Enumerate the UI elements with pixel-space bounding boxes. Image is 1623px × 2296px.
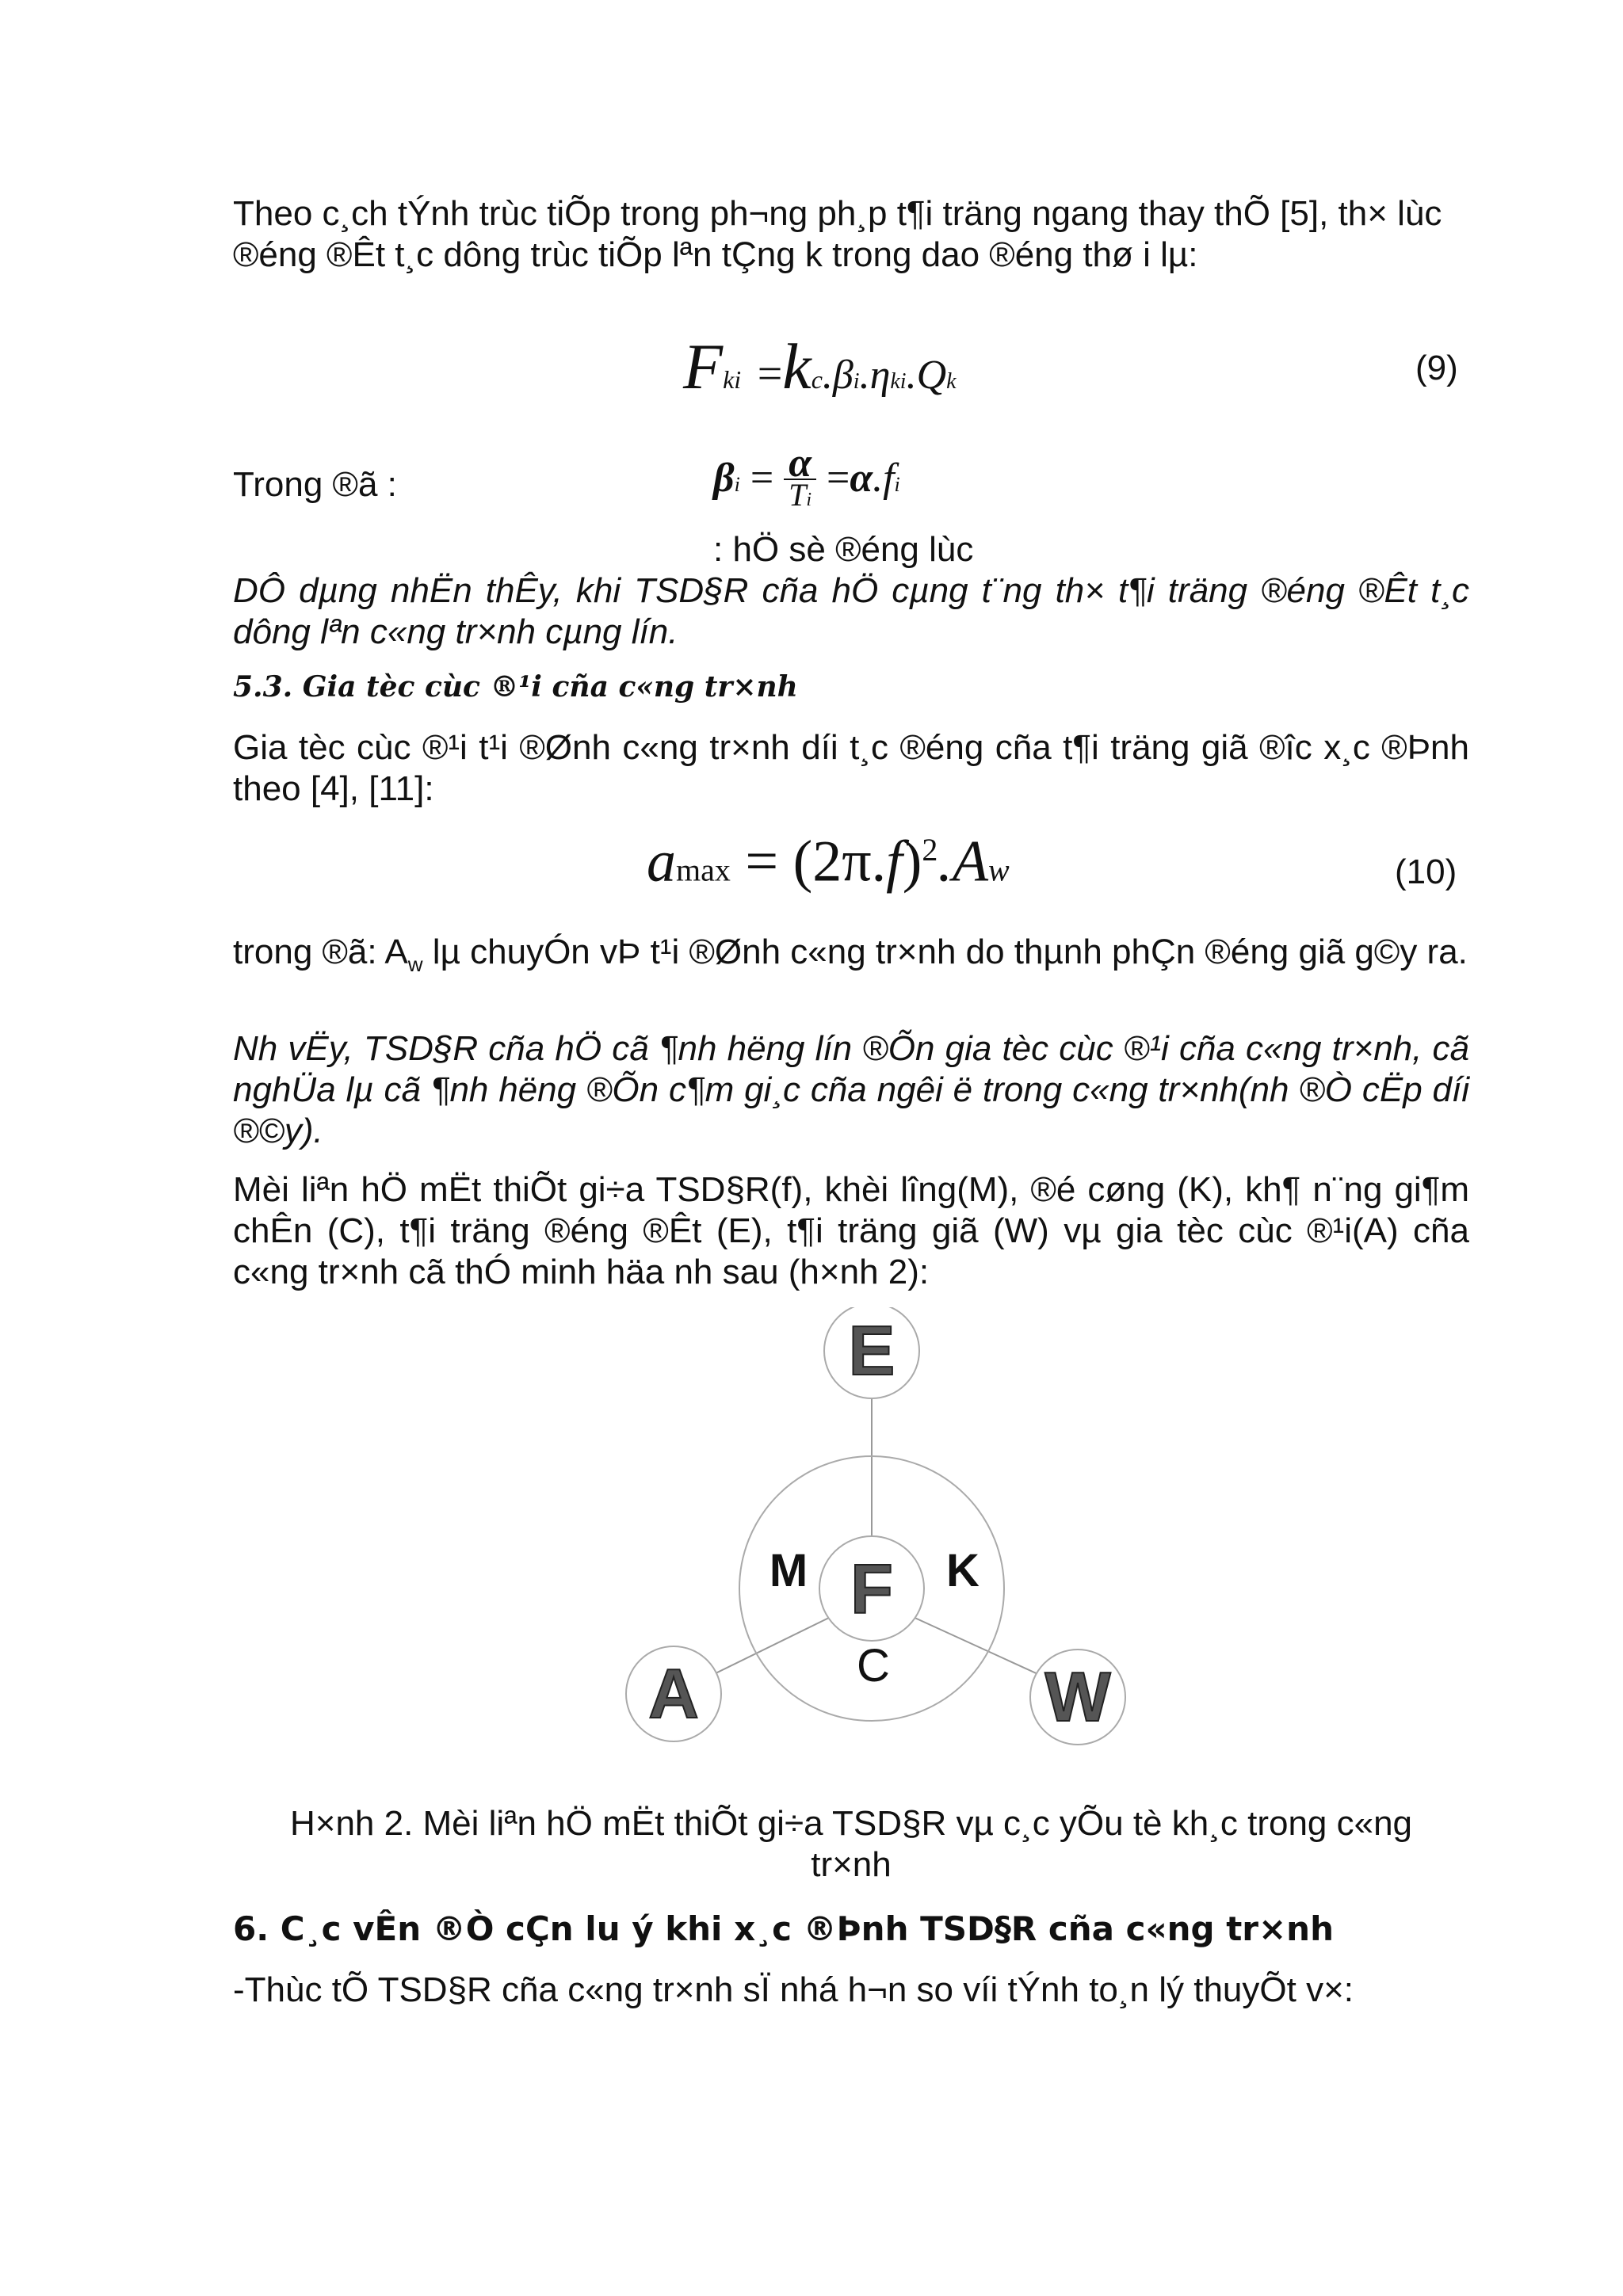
- node-F-label: F: [850, 1550, 893, 1628]
- equation-9-number: (9): [1415, 349, 1458, 387]
- note-2: Nh vËy, TSD§R cña hÖ cã ¶nh hëng lín ®Õn gia tèc cùc ®¹i cña c«ng tr×nh, cã nghÜa lµ cã ¶nh hëng ®Õn c¶m gi¸c cña ngêi ë trong c«ng tr×nh(nh ®Ò cËp díi ®©y).: [233, 1029, 1469, 1150]
- caption-line-1: H×nh 2. Mèi liªn hÖ mËt thiÕt gi÷a TSD§R vµ c¸c yÕu tè kh¸c trong c«ng: [289, 1804, 1413, 1843]
- label-M: M: [769, 1545, 808, 1596]
- section-6-line: -Thùc tÕ TSD§R cña c«ng tr×nh sÏ nhá h¬n so víi tÝnh to¸n lý thuyÕt v×:: [233, 1970, 1354, 2009]
- equation-10: $amax = (2\pi.f)^2.Aw$: [647, 829, 1010, 894]
- intro-line-2: ®éng ®Êt t¸c dông trùc tiÕp lªn tÇng k trong dao ®éng thø i lµ:: [233, 235, 1198, 274]
- node-E-label: E: [848, 1311, 896, 1390]
- equation-10-number: (10): [1395, 852, 1457, 891]
- section-5-3-title: 5.3. Gia tèc cùc ®¹i cña c«ng tr×nh: [233, 670, 798, 704]
- where-2: trong ®ã: $A_w$ lµ chuyÓn vÞ t¹i ®Ønh c«ng tr×nh do thµnh phÇn ®éng giã g©y ra.: [233, 933, 1468, 976]
- caption-line-2: tr×nh: [811, 1845, 892, 1884]
- note-1: DÔ dµng nhËn thÊy, khi TSD§R cña hÖ cµng t¨ng th× t¶i träng ®éng ®Êt t¸c dông lªn c«ng tr×nh cµng lín.: [233, 571, 1469, 651]
- label-C: C: [857, 1640, 890, 1691]
- equation-9: Fki =kc.βi.ηki.Qk: [683, 330, 957, 402]
- fraction: α Ti: [784, 448, 816, 515]
- label-K: K: [946, 1545, 980, 1596]
- figure-caption: [233, 1803, 1469, 1886]
- where-description: : hÖ sè ®éng lùc: [713, 530, 974, 569]
- intro-line-1: Theo c¸ch tÝnh trùc tiÕp trong ph¬ng ph¸p t¶i träng ngang thay thÕ [5], th× lùc: [233, 194, 1442, 233]
- node-A-label: A: [648, 1654, 699, 1733]
- section-6-title: 6. C¸c vÊn ®Ò cÇn lu ý khi x¸c ®Þnh TSD§R cña c«ng tr×nh: [233, 1909, 1334, 1948]
- node-W-label: W: [1044, 1657, 1111, 1736]
- relation-paragraph: Mèi liªn hÖ mËt thiÕt gi÷a TSD§R(f), khèi lîng(M), ®é cøng (K), kh¶ n¨ng gi¶m chÊn (C), t¶i träng ®éng ®Êt (E), t¶i träng giã (W) vµ gia tèc cùc ®¹i(A) cña c«ng tr×nh cã thÓ minh häa nh sau (h×nh 2):: [233, 1170, 1469, 1291]
- where-label: Trong ®ã :: [233, 465, 397, 504]
- section-5-3-body: Gia tèc cùc ®¹i t¹i ®Ønh c«ng tr×nh díi t¸c ®éng cña t¶i träng giã ®îc x¸c ®Þnh theo [4], [11]:: [233, 728, 1469, 808]
- beta-definition: βi = α Ti =α.fi: [713, 448, 900, 515]
- relation-diagram: [602, 1307, 1157, 1751]
